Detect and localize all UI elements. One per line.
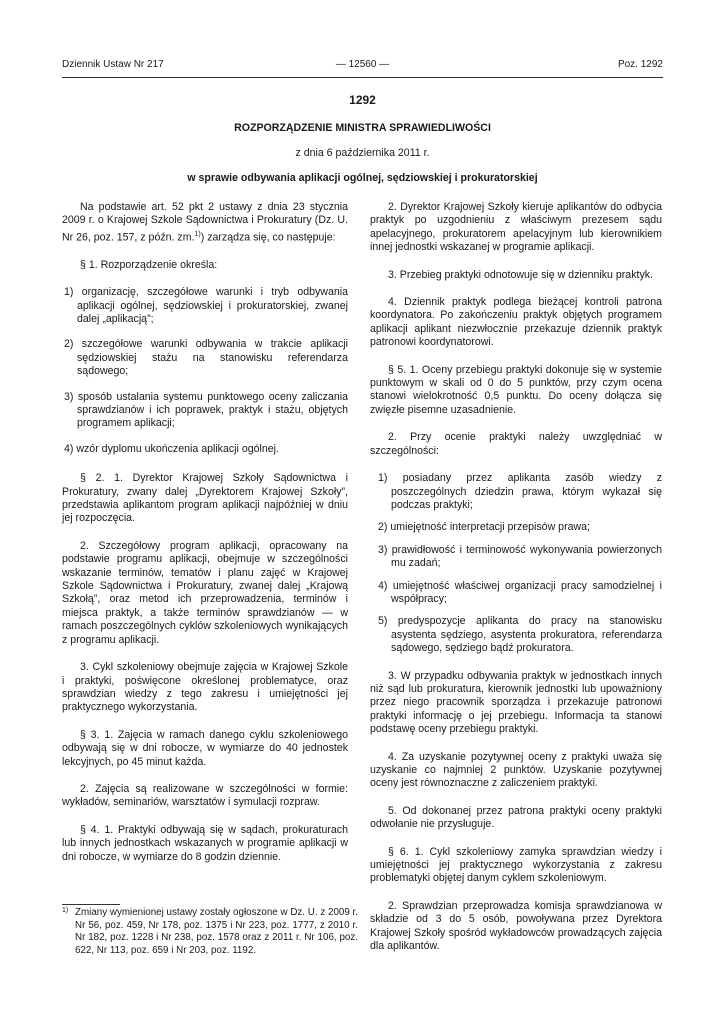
footnote-ref[interactable]: 1) [194, 230, 201, 238]
section-4-4: 4. Dziennik praktyk podlega bieżącej kontroli patrona koordynatora. Po zakończeniu praktyk objętych programem aplikacji aplikant niezwłocznie przekazuje dziennik praktyk patronowi koordynatorowi. [370, 296, 662, 349]
section-5-5: 5. Od dokonanej przez patrona praktyki oceny praktyki odwołanie nie przysługuje. [370, 804, 662, 831]
section-4-2: 2. Dyrektor Krajowej Szkoły kieruje aplikantów do odbycia praktyk po uzgodnieniu z właściwym prezesem sądu apelacyjnego, prokuratorem apelacyjnym lub kierownikiem innej jednostki wskazanej w programie aplikacji. [370, 201, 662, 254]
list-item: 4) umiejętność właściwej organizacji pracy samodzielnej i współpracy; [378, 579, 662, 605]
list-item: 4) wzór dyplomu ukończenia aplikacji ogólnej. [64, 442, 279, 455]
section-4-3: 3. Przebieg praktyki odnotowuje się w dzienniku praktyk. [388, 268, 653, 281]
left-column [62, 201, 348, 878]
section-6-2: 2. Sprawdzian przeprowadza komisja sprawdzianowa w składzie od 3 do 5 osób, powoływana przez Dyrektora Krajowej Szkoły spośród wykładowców prowadzących zajęcia dla aplikantów. [370, 899, 662, 953]
list-item: 5) predyspozycje aplikanta do pracy na stanowisku asystenta sędziego, asystenta prokuratora, referendarza sądowego, sędziego bądź prokuratora. [378, 615, 662, 655]
footnote-text: Zmiany wymienionej ustawy zostały ogłoszone w Dz. U. z 2009 r. Nr 56, poz. 459, Nr 178, poz. 1375 i Nr 223, poz. 1777, z 2010 r. Nr 182, poz. 1228 i Nr 238, poz. 1578 oraz z 2011 r. Nr 106, poz. 622, Nr 113, poz. 659 i Nr 203, poz. 1192. [75, 907, 358, 956]
section-5-3: 3. W przypadku odbywania praktyk w jednostkach innych niż sąd lub prokuratura, kierownik jednostki lub upoważniony przez niego pracownik sporządza i przekazuje patronowi praktyki informację o jej przebiegu. Informacja ta stanowi podstawę oceny przebiegu praktyki. [370, 669, 662, 736]
section-5-4: 4. Za uzyskanie pozytywnej oceny z praktyki uważa się uzyskanie co najmniej 2 punktów. Uzyskanie pozytywnej oceny jest równoznaczne z zaliczeniem praktyki. [370, 750, 662, 790]
list-item: 2) szczegółowe warunki odbywania w trakcie aplikacji sędziowskiej stażu na stanowisku referendarza sądowego; [64, 338, 348, 378]
list-item: 1) posiadany przez aplikanta zasób wiedzy z poszczególnych dziedzin prawa, którym wykazał się podczas praktyki; [378, 472, 662, 511]
list-item: 1) organizację, szczegółowe warunki i tryb odbywania aplikacji ogólnej, sędziowskiej i prokuratorskiej, zwanej dalej „aplikacją”; [64, 286, 348, 325]
journal-name: Dziennik Ustaw Nr 217 [62, 59, 164, 70]
section-3-1: § 3. 1. Zajęcia w ramach danego cyklu szkoleniowego odbywają się w dni robocze, w wymiarze do 40 jednostek lekcyjnych, po 45 minut każda. [62, 728, 348, 768]
section-5-1: § 5. 1. Oceny przebiegu praktyki dokonuje się w systemie punktowym w skali od 0 do 5 punktów, przy czym ocena stanowi wielokrotność 0,5 punktu. Do oceny dołącza się zwięzłe pisemne uzasadnienie. [370, 363, 662, 416]
section-6-1: § 6. 1. Cykl szkoleniowy zamyka sprawdzian wiedzy i umiejętności jej praktycznego wykorzystania z zakresu problematyki objętej danym cyklem szkoleniowym. [370, 845, 662, 885]
section-2-2: 2. Szczegółowy program aplikacji, opracowany na podstawie programu aplikacji, obejmuje w szczególności wskazanie terminów, tematów i planu zajęć w Krajowej Szkole Sądownictwa i Prokuratury, zwanej dalej „Krajową Szkołą”, oraz metod ich przeprowadzenia, terminów i miejsca praktyk, a także terminów sprawdzianów — w ramach poszczególnych cyklów szkoleniowych wynikających z programu aplikacji. [62, 539, 348, 646]
section-4-1: § 4. 1. Praktyki odbywają się w sądach, prokuraturach lub innych jednostkach wskazanych w programie aplikacji w dni robocze, w wymiarze do 8 godzin dziennie. [62, 823, 348, 863]
list-item: 3) sposób ustalania systemu punktowego oceny zaliczania sprawdzianów i ich poprawek, praktyk i stażu, objętych programem aplikacji; [64, 390, 348, 430]
page-header [62, 58, 663, 72]
right-column [370, 201, 662, 967]
act-subject: w sprawie odbywania aplikacji ogólnej, sędziowskiej i prokuratorskiej [187, 172, 538, 184]
act-title: ROZPORZĄDZENIE MINISTRA SPRAWIEDLIWOŚCI [234, 122, 491, 134]
header-rule [62, 77, 663, 78]
position-number: Poz. 1292 [617, 59, 663, 70]
section-2-3: 3. Cykl szkoleniowy obejmuje zajęcia w Krajowej Szkole i praktyki, poświęcone określonej problematyce, oraz sprawdzian wiedzy z tego zakresu i umiejętności jej praktycznego wykorzystania. [62, 661, 348, 714]
footnote-rule [62, 904, 120, 905]
section-3-2: 2. Zajęcia są realizowane w szczególności w formie: wykładów, seminariów, warsztatów i symulacji rozpraw. [62, 782, 348, 809]
section-2-1: § 2. 1. Dyrektor Krajowej Szkoły Sądownictwa i Prokuratury, zwany dalej „Dyrektorem Krajowej Szkoły”, przedstawia aplikantom program aplikacji najpóźniej w dniu jej rozpoczęcia. [62, 472, 348, 525]
act-date: z dnia 6 października 2011 r. [295, 147, 430, 159]
section-5-2: 2. Przy ocenie praktyki należy uwzględniać w szczególności: [370, 431, 662, 457]
intro-paragraph: Na podstawie art. 52 pkt 2 ustawy z dnia 23 stycznia 2009 r. o Krajowej Szkole Sądownictwa i Prokuratury (Dz. U. Nr 26, poz. 157, z późn. zm.$^{1)}$) zarządza się, co następuje: [62, 201, 348, 244]
act-number: 1292 [349, 93, 376, 107]
list-item: 2) umiejętność interpretacji przepisów prawa; [378, 521, 590, 534]
section-1: § 1. Rozporządzenie określa: [80, 258, 218, 271]
list-item: 3) prawidłowość i terminowość wykonywania powierzonych mu zadań; [378, 543, 662, 570]
page-number: — 12560 — [335, 59, 390, 70]
footnote [62, 907, 358, 957]
footnote-mark: 1) [62, 907, 69, 914]
